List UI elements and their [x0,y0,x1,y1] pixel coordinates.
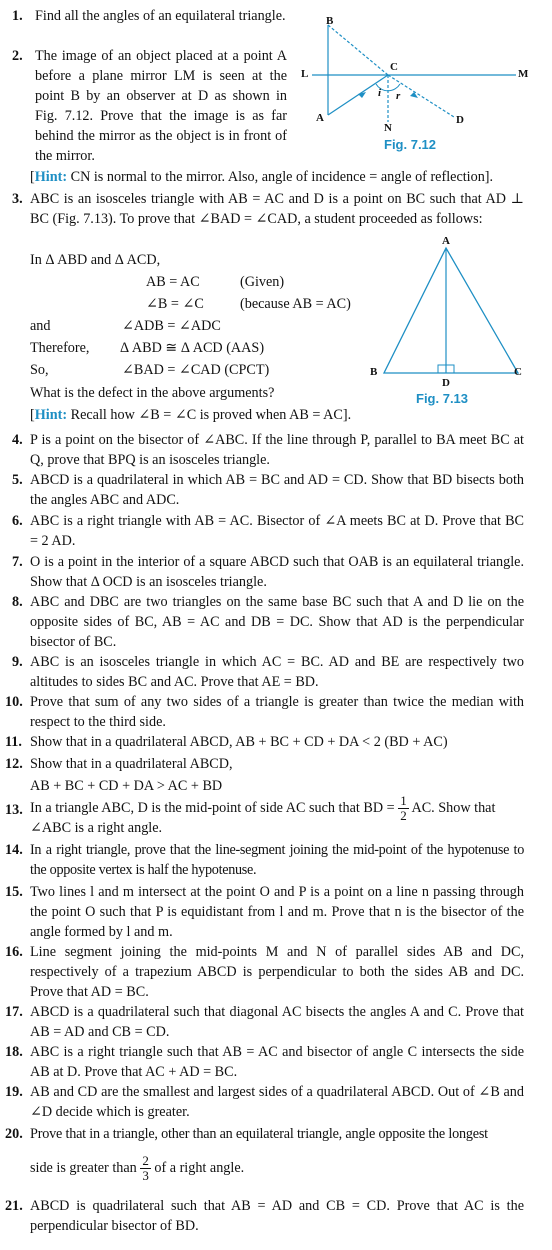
q10-number: 10. [5,694,23,710]
label-r: r [396,90,401,102]
q18-text: ABC is a right triangle such that AB = AC and bisector of angle C intersects the side AB at D. Prove that AC + AD = BC. [30,1044,524,1080]
q15-number: 15. [5,884,23,900]
q21-text: ABCD is quadrilateral such that AB = AD and CB = CD. Prove that AC is the perpendicular bisector of BD. [30,1198,524,1234]
q9-number: 9. [12,654,23,670]
q12-number: 12. [5,756,23,772]
q3-step-4: Δ ABD ≅ Δ ACD (AAS) [120,340,265,356]
label-a: A [316,112,324,124]
q3-hint-body: Recall how ∠B = ∠C is proved when AB = AC]. [67,407,352,423]
label-i: i [378,87,382,99]
q6-text: ABC is a right triangle with AB = AC. Bisector of ∠A meets BC at D. Prove that BC = 2 AD. [30,513,524,549]
q2-hint: [Hint: CN is normal to the mirror. Also, angle of incidence = angle of reflection]. [30,169,494,185]
q16-number: 16. [5,944,23,960]
label-l: L [301,68,309,80]
q14-number: 14. [5,842,23,858]
q5-number: 5. [12,472,23,488]
q3-step-lead-3: and [30,318,51,334]
q13-number: 13. [5,802,23,818]
q14-text: In a right triangle, prove that the line-segment joining the mid-point of the hypotenuse to the opposite vertex is half the hypotenuse. [30,842,524,878]
q7-text: O is a point in the interior of a square ABCD such that OAB is an equilateral triangle. Show that Δ OCD is an isosceles triangle. [30,554,524,590]
q3-step-lead-5: So, [30,362,49,378]
label-b: B [326,15,334,27]
q8-number: 8. [12,594,23,610]
q3-reason-2: (because AB = AC) [240,296,351,312]
fig-7-13-caption: Fig. 7.13 [416,391,469,406]
fraction-one-half [398,794,409,823]
q10-text: Prove that sum of any two sides of a triangle is greater than twice the median with respect to the third side. [30,694,524,730]
label-b: B [370,366,378,378]
fraction-denominator: 2 [400,808,407,824]
q20-post: of a right angle. [150,1160,245,1176]
q3-question: What is the defect in the above arguments? [30,385,275,401]
fraction-denominator: 3 [142,1168,149,1184]
q20-text: Prove that in a triangle, other than an equilateral triangle, angle opposite the longest [30,1126,488,1142]
label-n: N [384,122,392,134]
label-d: D [442,377,450,389]
q3-step-1: AB = AC [146,274,200,290]
q3-reason-1: (Given) [240,274,285,290]
q20-pre: side is greater than [30,1160,141,1176]
q3-intro: In Δ ABD and Δ ACD, [30,252,161,268]
hint-label: Hint: [34,169,68,185]
q3-number: 3. [12,191,23,207]
q3-hint: [Hint: Recall how ∠B = ∠C is proved when AB = AC]. [30,407,352,423]
q18-number: 18. [5,1044,23,1060]
q2-text: The image of an object placed at a point A before a plane mirror LM is seen at the point B by an observer at D as shown in Fig. 7.12. Prove that the image is as far behind the mirror as the object is in front of the mirror. [35,48,287,164]
q2-hint-body: CN is normal to the mirror. Also, angle of incidence = angle of reflection]. [67,169,494,185]
q1-text: Find all the angles of an equilateral triangle. [35,8,286,24]
label-a: A [442,235,450,247]
label-m: M [518,68,529,80]
q3-step-5: ∠BAD = ∠CAD (CPCT) [122,362,270,378]
q13-pre: In a triangle ABC, D is the mid-point of side AC such that BD = [30,800,399,816]
q11-number: 11. [5,734,22,750]
q19-text: AB and CD are the smallest and largest sides of a quadrilateral ABCD. Out of ∠B and ∠D decide which is greater. [30,1084,524,1120]
q3-step-lead-4: Therefore, [30,340,90,356]
hint-label: Hint: [34,407,68,423]
q17-number: 17. [5,1004,23,1020]
figure-7-13 [366,234,536,414]
q1-number: 1. [12,8,23,24]
q4-text: P is a point on the bisector of ∠ABC. If the line through P, parallel to BA meet BC at Q, prove that BPQ is an isosceles triangle. [30,432,524,468]
isosceles-triangle-diagram [366,234,536,379]
fig-7-12-caption: Fig. 7.12 [384,137,437,152]
q13-line2: ∠ABC is a right angle. [30,820,163,836]
q3-text: ABC is an isosceles triangle with AB = AC and D is a point on BC such that AD ⊥ BC (Fig. 7.13). To prove that ∠BAD = ∠CAD, a student proceeded as follows: [30,191,524,227]
q16-text: Line segment joining the mid-points M and N of parallel sides AB and DC, respectively of a trapezium ABCD is perpendicular to both the sides AB and DC. Prove that AD = BC. [30,944,524,1000]
q8-text: ABC and DBC are two triangles on the same base BC such that A and D lie on the opposite sides of BC, AB = AC and DB = DC. Show that AD is the perpendicular bisector of BC. [30,594,524,650]
figure-7-12 [296,12,536,157]
mirror-diagram [296,12,536,157]
q9-text: ABC is an isosceles triangle in which AC = BC. AD and BE are respectively two altitudes to sides BC and AC. Prove that AE = BD. [30,654,524,690]
q11-text: Show that in a quadrilateral ABCD, AB + BC + CD + DA < 2 (BD + AC) [30,734,448,750]
q5-text: ABCD is a quadrilateral in which AB = BC and AD = CD. Show that BD bisects both the angles ABC and ADC. [30,472,524,508]
q3-step-2: ∠B = ∠C [146,296,204,312]
q12-text: Show that in a quadrilateral ABCD, [30,756,233,772]
label-d: D [456,114,464,126]
fraction-numerator: 2 [142,1153,149,1169]
q4-number: 4. [12,432,23,448]
q6-number: 6. [12,513,23,529]
q20-line2 [30,1150,244,1186]
fraction-numerator: 1 [400,793,407,809]
fraction-two-thirds [140,1154,151,1183]
q3-step-3: ∠ADB = ∠ADC [122,318,221,334]
q17-text: ABCD is a quadrilateral such that diagonal AC bisects the angles A and C. Prove that AB = AD and CB = CD. [30,1004,524,1040]
q19-number: 19. [5,1084,23,1100]
label-c: C [390,61,398,73]
q12-inequality: AB + BC + CD + DA > AC + BD [30,778,223,794]
q13-post: AC. Show that [408,800,496,816]
q15-text: Two lines l and m intersect at the point O and P is a point on a line n passing through the point O such that P is equidistant from l and m. Prove that n is the bisector of the angle formed by l and m. [30,884,524,940]
q20-number: 20. [5,1126,23,1142]
q21-number: 21. [5,1198,23,1214]
label-c: C [514,366,522,378]
q7-number: 7. [12,554,23,570]
q2-number: 2. [12,48,23,64]
